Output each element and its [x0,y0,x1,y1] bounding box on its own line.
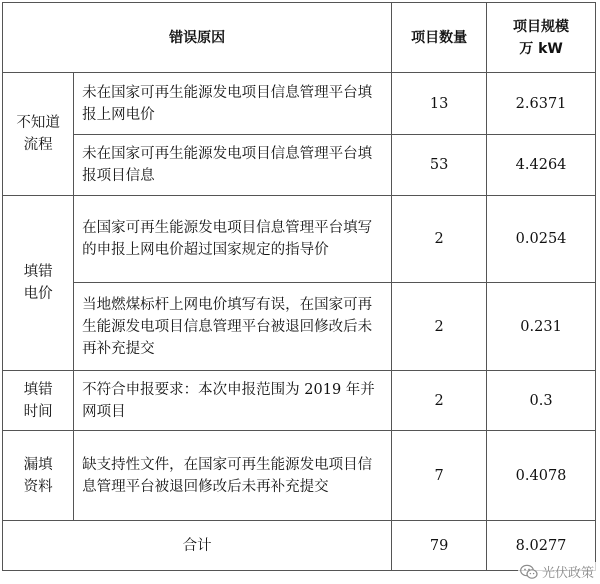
watermark-text: 光伏政策 [541,566,594,581]
category-line: 时间 [23,403,53,420]
count-cell: 7 [392,431,487,521]
scale-cell: 2.6371 [487,73,596,135]
scale-cell: 0.3 [487,371,596,431]
scale-cell: 4.4264 [487,135,596,196]
count-cell: 2 [392,283,487,371]
header-reason: 错误原因 [3,3,392,73]
count-cell: 53 [392,135,487,196]
header-count: 项目数量 [392,3,487,73]
count-cell: 2 [392,371,487,431]
header-scale [487,3,596,73]
category-line: 填错 [23,381,53,398]
header-scale-line2: 万 kW [519,40,563,57]
reason-cell: 不符合申报要求：本次申报范围为 2019 年并网项目 [74,371,392,431]
watermark [518,562,596,581]
scale-cell: 0.0254 [487,196,596,283]
category-line: 填错 [23,264,53,280]
category-cell [3,73,74,196]
total-row [3,521,596,571]
table-row [3,196,596,283]
category-cell [3,371,74,431]
table-row [3,431,596,521]
table-row [3,135,596,196]
scale-cell: 0.231 [487,283,596,371]
scale-cell: 0.4078 [487,431,596,521]
header-scale-line1: 项目规模 [513,18,570,35]
reason-cell: 缺支持性文件，在国家可再生能源发电项目信息管理平台被退回修改后未再补充提交 [74,431,392,521]
table-header-row [3,3,596,73]
error-reasons-table [2,2,596,571]
count-cell: 13 [392,73,487,135]
category-line: 流程 [23,137,53,153]
reason-cell: 当地燃煤标杆上网电价填写有误，在国家可再生能源发电项目信息管理平台被退回修改后未再补充提交 [74,283,392,371]
count-cell: 2 [392,196,487,283]
reason-cell: 未在国家可再生能源发电项目信息管理平台填报上网电价 [74,73,392,135]
total-label: 合计 [3,521,392,571]
table-row [3,73,596,135]
table-row [3,371,596,431]
category-line: 电价 [23,286,53,302]
category-line: 资料 [23,478,53,495]
category-line: 漏填 [23,456,53,473]
total-count: 79 [392,521,487,571]
category-cell [3,431,74,521]
reason-cell: 未在国家可再生能源发电项目信息管理平台填报项目信息 [74,135,392,196]
category-line: 不知道 [16,115,60,131]
total-scale: 8.0277 [487,521,596,571]
reason-cell: 在国家可再生能源发电项目信息管理平台填写的申报上网电价超过国家规定的指导价 [74,196,392,283]
wechat-icon [520,564,538,580]
table-row [3,283,596,371]
category-cell [3,196,74,371]
